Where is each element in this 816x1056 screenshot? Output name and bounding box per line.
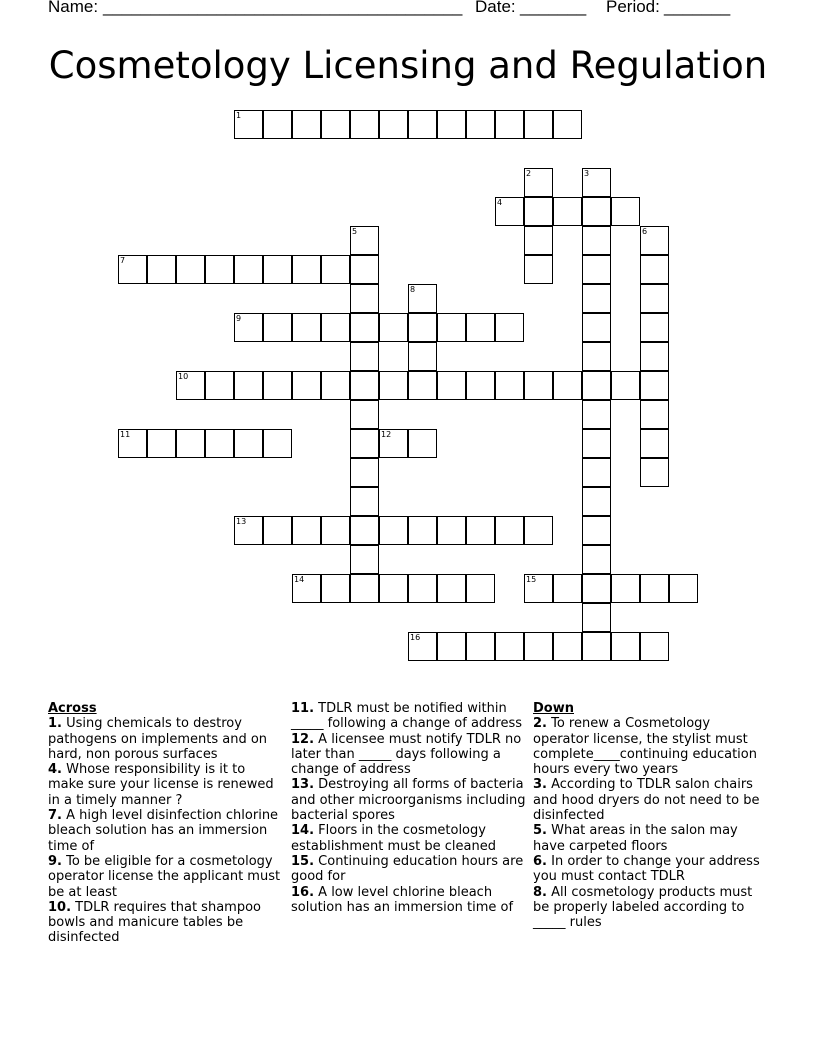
grid-cell[interactable]	[669, 574, 698, 603]
grid-cell[interactable]	[466, 574, 495, 603]
grid-cell[interactable]	[176, 371, 205, 400]
grid-cell[interactable]	[205, 255, 234, 284]
clue-number: 2.	[533, 716, 547, 732]
grid-cell[interactable]	[524, 632, 553, 661]
clue-item	[533, 854, 769, 885]
grid-cell[interactable]	[350, 110, 379, 139]
grid-cell[interactable]	[263, 371, 292, 400]
grid-cell[interactable]	[640, 371, 669, 400]
grid-cell[interactable]	[379, 429, 408, 458]
grid-cell[interactable]	[437, 632, 466, 661]
grid-cell[interactable]	[524, 226, 553, 255]
grid-cell[interactable]	[176, 255, 205, 284]
cell-number: 13	[236, 517, 247, 526]
grid-cell[interactable]	[234, 110, 263, 139]
clue-number: 13.	[291, 777, 315, 793]
grid-cell[interactable]	[350, 458, 379, 487]
grid-cell[interactable]	[437, 516, 466, 545]
grid-cell[interactable]	[321, 574, 350, 603]
grid-cell[interactable]	[408, 574, 437, 603]
clue-text: In order to change your address you must contact TDLR	[533, 853, 760, 885]
grid-cell[interactable]	[582, 400, 611, 429]
grid-cell[interactable]	[321, 255, 350, 284]
grid-cell[interactable]	[147, 255, 176, 284]
clue-number: 7.	[48, 808, 62, 824]
period-label: Period:	[606, 0, 660, 16]
grid-cell[interactable]	[640, 313, 669, 342]
clue-text: Continuing education hours are good for	[291, 853, 524, 885]
grid-cell[interactable]	[495, 632, 524, 661]
grid-cell[interactable]	[640, 255, 669, 284]
grid-cell[interactable]	[582, 574, 611, 603]
period-blank[interactable]: _______	[664, 0, 731, 16]
grid-cell[interactable]	[495, 110, 524, 139]
down-heading: Down	[533, 701, 574, 716]
grid-cell[interactable]	[379, 313, 408, 342]
clue-text: A licensee must notify TDLR no later than _____ days following a change of address	[291, 731, 522, 778]
grid-cell[interactable]	[263, 429, 292, 458]
cell-number: 10	[178, 372, 189, 381]
grid-cell[interactable]	[321, 110, 350, 139]
grid-cell[interactable]	[582, 632, 611, 661]
cell-number: 1	[236, 111, 242, 120]
grid-cell[interactable]	[263, 110, 292, 139]
clue-text: Whose responsibility is it to make sure your license is renewed in a timely manner ?	[48, 762, 274, 808]
clue-item	[291, 777, 527, 823]
grid-cell[interactable]	[118, 255, 147, 284]
clue-text: Floors in the cosmetology establishment must be cleaned	[291, 823, 496, 854]
grid-cell[interactable]	[408, 429, 437, 458]
grid-cell[interactable]	[582, 371, 611, 400]
grid-cell[interactable]	[379, 371, 408, 400]
grid-cell[interactable]	[437, 371, 466, 400]
grid-cell[interactable]	[524, 516, 553, 545]
grid-cell[interactable]	[524, 197, 553, 226]
clue-text: Destroying all forms of bacteria and other microorganisms including bacterial spores	[291, 777, 526, 824]
clue-number: 10.	[48, 899, 72, 915]
grid-cell[interactable]	[553, 197, 582, 226]
clues-column-2	[291, 701, 527, 915]
grid-cell[interactable]	[321, 313, 350, 342]
grid-cell[interactable]	[408, 371, 437, 400]
grid-cell[interactable]	[582, 458, 611, 487]
clue-item	[291, 732, 527, 778]
clue-number: 8.	[533, 884, 547, 900]
grid-cell[interactable]	[524, 168, 553, 197]
grid-cell[interactable]	[640, 429, 669, 458]
grid-cell[interactable]	[553, 632, 582, 661]
clue-number: 16.	[291, 884, 315, 900]
grid-cell[interactable]	[350, 313, 379, 342]
grid-cell[interactable]	[582, 284, 611, 313]
grid-cell[interactable]	[524, 574, 553, 603]
grid-cell[interactable]	[350, 429, 379, 458]
grid-cell[interactable]	[466, 371, 495, 400]
cell-number: 11	[120, 430, 131, 439]
clue-item	[48, 716, 284, 762]
grid-cell[interactable]	[582, 226, 611, 255]
grid-cell[interactable]	[640, 632, 669, 661]
grid-cell[interactable]	[466, 516, 495, 545]
grid-cell[interactable]	[553, 371, 582, 400]
grid-cell[interactable]	[292, 371, 321, 400]
cell-number: 15	[526, 575, 537, 584]
clue-item	[291, 823, 527, 854]
grid-cell[interactable]	[466, 632, 495, 661]
grid-cell[interactable]	[234, 255, 263, 284]
clue-text: All cosmetology products must be properly labeled according to _____ rules	[533, 884, 753, 931]
cell-number: 5	[352, 227, 358, 236]
clue-number: 1.	[48, 716, 62, 732]
clue-text: A high level disinfection chlorine bleach solution has an immersion time of	[48, 808, 279, 854]
grid-cell[interactable]	[321, 371, 350, 400]
clue-text: According to TDLR salon chairs and hood dryers do not need to be disinfected	[533, 777, 760, 824]
grid-cell[interactable]	[640, 400, 669, 429]
grid-cell[interactable]	[582, 197, 611, 226]
cell-number: 3	[584, 169, 590, 178]
clue-item	[533, 885, 769, 931]
grid-cell[interactable]	[582, 255, 611, 284]
grid-cell[interactable]	[205, 429, 234, 458]
grid-cell[interactable]	[118, 429, 147, 458]
grid-cell[interactable]	[466, 110, 495, 139]
grid-cell[interactable]	[495, 197, 524, 226]
clue-item	[48, 762, 284, 808]
clue-text: To renew a Cosmetology operator license, the stylist must complete____continuing education hours every two years	[533, 716, 757, 778]
clue-number: 5.	[533, 823, 547, 839]
grid-cell[interactable]	[524, 255, 553, 284]
grid-cell[interactable]	[292, 255, 321, 284]
grid-cell[interactable]	[437, 574, 466, 603]
grid-cell[interactable]	[408, 110, 437, 139]
grid-cell[interactable]	[350, 574, 379, 603]
grid-cell[interactable]	[350, 284, 379, 313]
name-label: Name:	[48, 0, 99, 16]
clue-number: 4.	[48, 762, 62, 778]
clue-text: A low level chlorine bleach solution has an immersion time of	[291, 884, 514, 915]
clues-column-1	[48, 701, 284, 946]
grid-cell[interactable]	[292, 516, 321, 545]
page-title: Cosmetology Licensing and Regulation	[48, 44, 768, 87]
clue-text: To be eligible for a cosmetology operator license the applicant must be at least	[48, 853, 281, 900]
date-label: Date:	[475, 0, 516, 16]
grid-cell[interactable]	[408, 516, 437, 545]
grid-cell[interactable]	[495, 371, 524, 400]
grid-cell[interactable]	[437, 110, 466, 139]
grid-cell[interactable]	[350, 516, 379, 545]
grid-cell[interactable]	[611, 632, 640, 661]
clue-item	[533, 777, 769, 823]
date-blank[interactable]: _______	[520, 0, 587, 16]
clue-number: 6.	[533, 853, 547, 869]
clue-text: TDLR requires that shampoo bowls and manicure tables be disinfected	[48, 899, 261, 946]
cell-number: 8	[410, 285, 416, 294]
grid-cell[interactable]	[379, 574, 408, 603]
grid-cell[interactable]	[553, 110, 582, 139]
grid-cell[interactable]	[350, 487, 379, 516]
clue-number: 12.	[291, 731, 315, 747]
clue-text: What areas in the salon may have carpeted floors	[533, 823, 738, 854]
grid-cell[interactable]	[582, 545, 611, 574]
grid-cell[interactable]	[553, 574, 582, 603]
grid-cell[interactable]	[640, 458, 669, 487]
grid-cell[interactable]	[350, 226, 379, 255]
clue-number: 15.	[291, 853, 315, 869]
grid-cell[interactable]	[408, 313, 437, 342]
grid-cell[interactable]	[495, 516, 524, 545]
cell-number: 4	[497, 198, 503, 207]
cell-number: 7	[120, 256, 126, 265]
grid-cell[interactable]	[350, 255, 379, 284]
grid-cell[interactable]	[408, 284, 437, 313]
clue-text: TDLR must be notified within _____ following a change of address	[291, 701, 523, 732]
grid-cell[interactable]	[611, 574, 640, 603]
cell-number: 6	[642, 227, 648, 236]
grid-cell[interactable]	[408, 632, 437, 661]
across-clue-list-1	[48, 716, 284, 945]
grid-cell[interactable]	[263, 313, 292, 342]
clue-number: 14.	[291, 823, 315, 839]
clue-item	[48, 900, 284, 946]
cell-number: 14	[294, 575, 305, 584]
grid-cell[interactable]	[640, 284, 669, 313]
across-heading: Across	[48, 701, 97, 716]
grid-cell[interactable]	[640, 574, 669, 603]
grid-cell[interactable]	[379, 516, 408, 545]
across-clue-list-2	[291, 701, 527, 915]
grid-cell[interactable]	[263, 255, 292, 284]
cell-number: 12	[381, 430, 392, 439]
grid-cell[interactable]	[263, 516, 292, 545]
grid-cell[interactable]	[611, 371, 640, 400]
grid-cell[interactable]	[582, 487, 611, 516]
grid-cell[interactable]	[437, 313, 466, 342]
grid-cell[interactable]	[350, 545, 379, 574]
clue-item	[533, 823, 769, 854]
grid-cell[interactable]	[640, 342, 669, 371]
clue-item	[291, 854, 527, 885]
clue-item	[48, 854, 284, 900]
grid-cell[interactable]	[466, 313, 495, 342]
clue-number: 3.	[533, 777, 547, 793]
grid-cell[interactable]	[582, 313, 611, 342]
clues-column-3	[533, 701, 769, 930]
grid-cell[interactable]	[234, 516, 263, 545]
grid-cell[interactable]	[321, 516, 350, 545]
grid-cell[interactable]	[524, 371, 553, 400]
name-blank[interactable]: ______________________________________	[103, 0, 463, 16]
clue-item	[48, 808, 284, 854]
grid-cell[interactable]	[582, 429, 611, 458]
grid-cell[interactable]	[350, 342, 379, 371]
down-clue-list	[533, 716, 769, 930]
grid-cell[interactable]	[205, 371, 234, 400]
grid-cell[interactable]	[292, 574, 321, 603]
grid-cell[interactable]	[582, 516, 611, 545]
cell-number: 9	[236, 314, 242, 323]
clue-item	[533, 716, 769, 777]
clue-number: 11.	[291, 701, 315, 716]
clue-item	[291, 701, 527, 732]
grid-cell[interactable]	[582, 342, 611, 371]
clue-item	[291, 885, 527, 916]
grid-cell[interactable]	[524, 110, 553, 139]
grid-cell[interactable]	[582, 603, 611, 632]
grid-cell[interactable]	[611, 197, 640, 226]
grid-cell[interactable]	[408, 342, 437, 371]
grid-cell[interactable]	[350, 400, 379, 429]
grid-cell[interactable]	[640, 226, 669, 255]
grid-cell[interactable]	[379, 110, 408, 139]
grid-cell[interactable]	[234, 371, 263, 400]
grid-cell[interactable]	[495, 313, 524, 342]
grid-cell[interactable]	[234, 313, 263, 342]
cell-number: 16	[410, 633, 421, 642]
grid-cell[interactable]	[147, 429, 176, 458]
grid-cell[interactable]	[582, 168, 611, 197]
grid-cell[interactable]	[292, 110, 321, 139]
grid-cell[interactable]	[234, 429, 263, 458]
cell-number: 2	[526, 169, 532, 178]
grid-cell[interactable]	[350, 371, 379, 400]
grid-cell[interactable]	[176, 429, 205, 458]
grid-cell[interactable]	[292, 313, 321, 342]
clue-text: Using chemicals to destroy pathogens on implements and on hard, non porous surfaces	[48, 716, 268, 762]
clue-number: 9.	[48, 853, 62, 869]
